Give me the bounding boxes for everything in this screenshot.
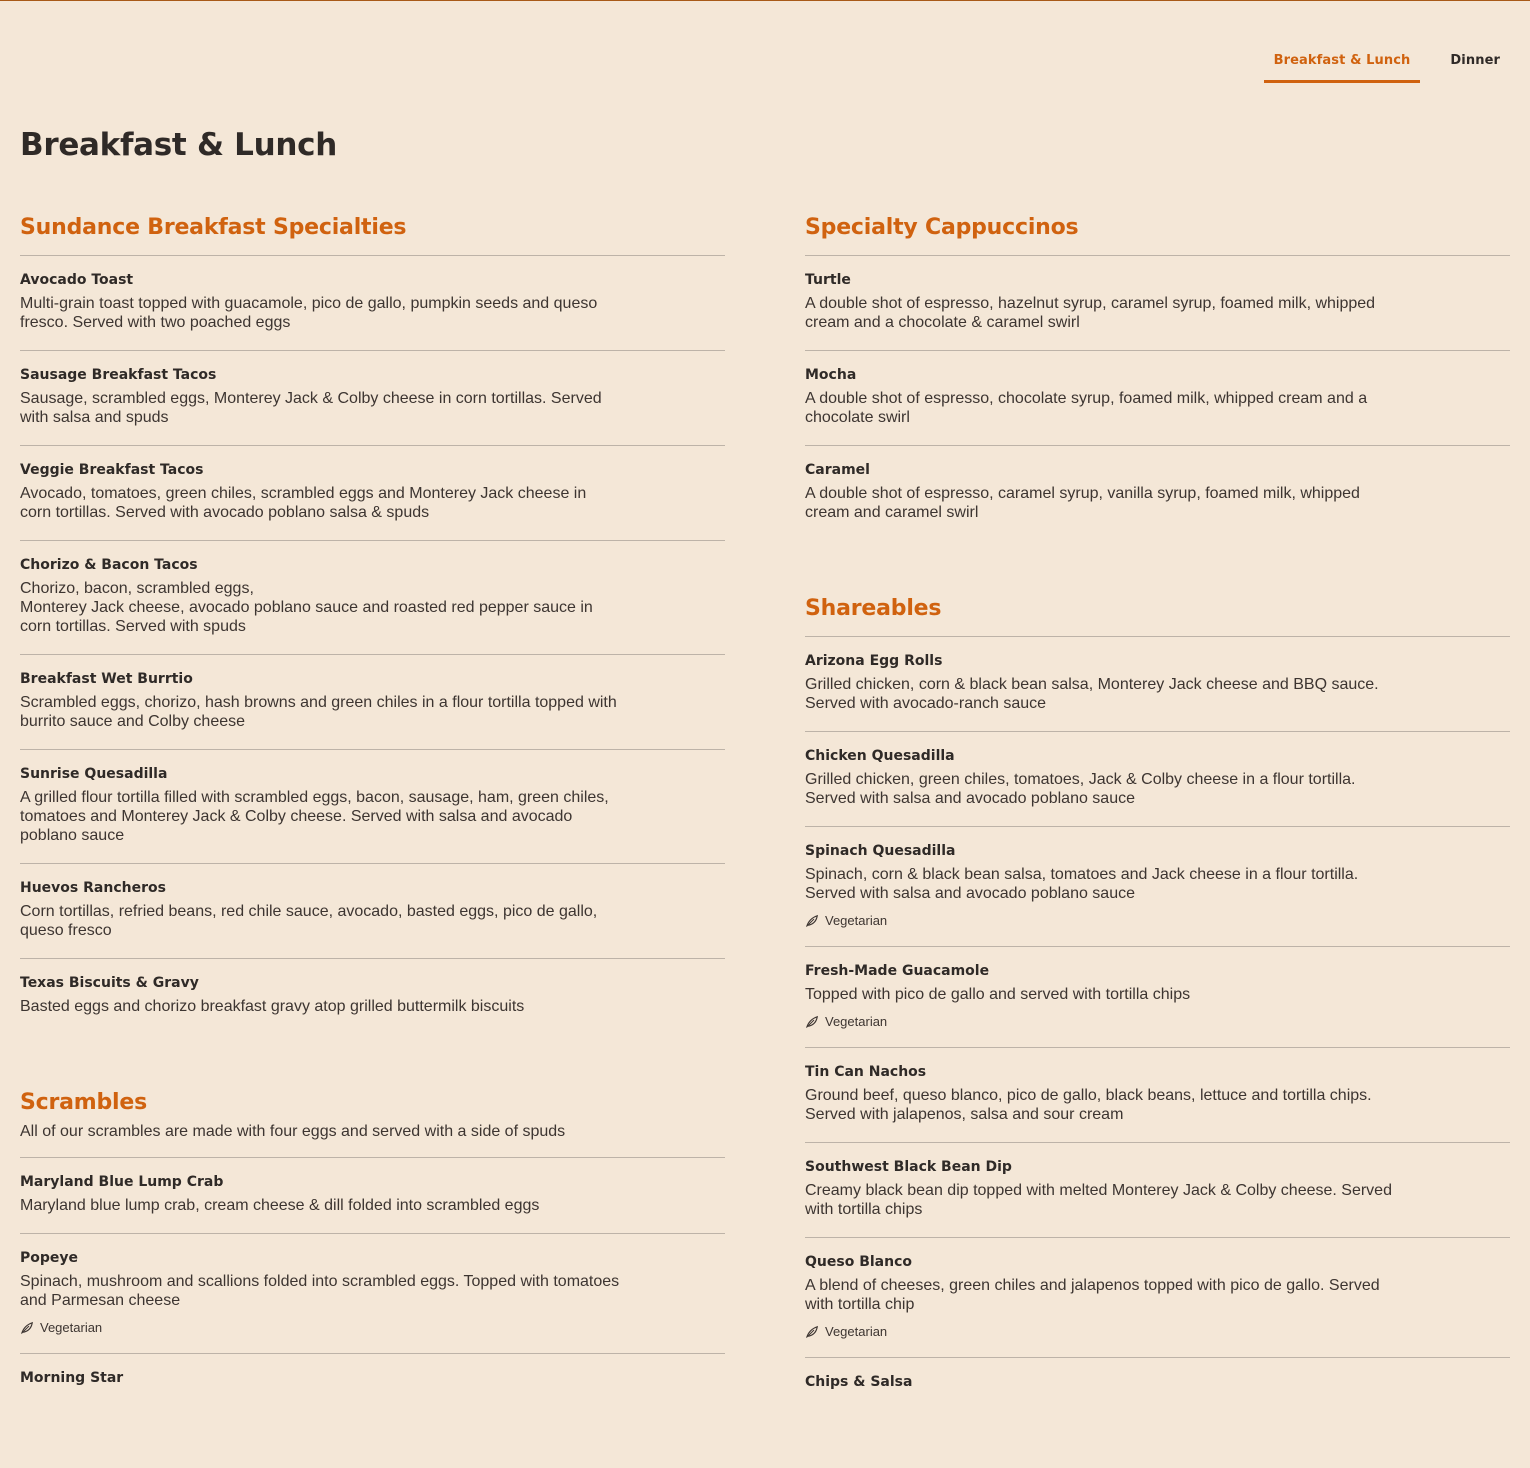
menu-section-specialty-cappuccinos [805,213,1510,540]
menu-item [20,750,725,864]
dietary-tag [805,913,1510,928]
menu-item [805,827,1510,947]
leaf-icon [805,1015,819,1029]
menu-item [805,256,1510,351]
section-title: Shareables [805,596,942,621]
menu-item [20,541,725,655]
right-column [805,213,1510,1468]
menu-item-name: Morning Star [20,1370,124,1386]
menu-item-description: A blend of cheeses, green chiles and jalapenos topped with pico de gallo. Served with tortilla chip [805,1277,1380,1313]
menu-item-description: Multi-grain toast topped with guacamole, pico de gallo, pumpkin seeds and queso fresco. Served with two poached eggs [20,295,598,331]
menu-item [20,655,725,750]
menu-item-description: Ground beef, queso blanco, pico de gallo, black beans, lettuce and tortilla chips. Served with jalapenos, salsa and sour cream [805,1087,1372,1123]
menu-item [805,732,1510,827]
menu-item-list [20,255,725,1034]
menu-item-name: Huevos Rancheros [20,880,166,896]
menu-item-description: Spinach, mushroom and scallions folded into scrambled eggs. Topped with tomatoes and Parmesan cheese [20,1273,620,1309]
menu-item [805,947,1510,1048]
menu-item-name: Chorizo & Bacon Tacos [20,557,198,573]
menu-item [805,1358,1510,1414]
section-title: Scrambles [20,1090,148,1115]
menu-item-name: Arizona Egg Rolls [805,653,943,669]
menu-item-name: Chicken Quesadilla [805,748,955,764]
menu-item [805,637,1510,732]
menu-item-description: Grilled chicken, green chiles, tomatoes, Jack & Colby cheese in a flour tortilla. Served with salsa and avocado poblano sauce [805,771,1356,807]
menu-item-description: A double shot of espresso, caramel syrup, vanilla syrup, foamed milk, whipped cream and caramel swirl [805,485,1360,521]
menu-item-name: Veggie Breakfast Tacos [20,462,204,478]
menu-item-description: Grilled chicken, corn & black bean salsa, Monterey Jack cheese and BBQ sauce. Served with avocado-ranch sauce [805,676,1379,712]
menu-item [20,256,725,351]
menu-item-description: A double shot of espresso, hazelnut syrup, caramel syrup, foamed milk, whipped cream and a chocolate & caramel swirl [805,295,1376,331]
menu-item-name: Tin Can Nachos [805,1064,927,1080]
menu-item-description: Scrambled eggs, chorizo, hash browns and green chiles in a flour tortilla topped with burrito sauce and Colby cheese [20,694,617,730]
menu-item [20,1354,725,1410]
menu-item [20,351,725,446]
menu-item [20,1234,725,1354]
menu-item-name: Caramel [805,462,870,478]
menu-item-name: Mocha [805,367,857,383]
menu-item-description: Chorizo, bacon, scrambled eggs, Monterey Jack cheese, avocado poblano sauce and roasted red pepper sauce in corn tortillas. Served with spuds [20,580,593,635]
leaf-icon [20,1321,34,1335]
menu-item-name: Southwest Black Bean Dip [805,1159,1012,1175]
menu-item [20,959,725,1034]
menu-item-list [20,1157,725,1410]
menu-item [20,1158,725,1234]
menu-item-name: Sausage Breakfast Tacos [20,367,217,383]
menu-item-name: Turtle [805,272,851,288]
menu-item [805,446,1510,540]
menu-item-name: Breakfast Wet Burrtio [20,671,193,687]
menu-item [805,351,1510,446]
menu-item [805,1238,1510,1358]
menu-item-name: Popeye [20,1250,79,1266]
menu-item-description: Sausage, scrambled eggs, Monterey Jack & Colby cheese in corn tortillas. Served with salsa and spuds [20,390,602,426]
menu-section-sundance-breakfast-specialties [20,213,725,1034]
menu-item-description: Creamy black bean dip topped with melted Monterey Jack & Colby cheese. Served with tortilla chips [805,1182,1392,1218]
menu-item-list [805,636,1510,1414]
menu-item-name: Sunrise Quesadilla [20,766,168,782]
leaf-icon [805,1325,819,1339]
menu-item-name: Spinach Quesadilla [805,843,956,859]
menu-item [20,864,725,959]
menu-section-scrambles [20,1088,725,1410]
menu-item-description: Maryland blue lump crab, cream cheese & dill folded into scrambled eggs [20,1197,540,1214]
dietary-tag-label: Vegetarian [825,1324,888,1339]
menu-item-name: Maryland Blue Lump Crab [20,1174,224,1190]
dietary-tag-label: Vegetarian [40,1320,103,1335]
menu-item-name: Chips & Salsa [805,1374,913,1390]
dietary-tag-label: Vegetarian [825,1014,888,1029]
section-title: Specialty Cappuccinos [805,215,1079,240]
dietary-tag [805,1014,1510,1029]
menu-item-name: Avocado Toast [20,272,134,288]
menu-item-name: Queso Blanco [805,1254,912,1270]
left-column [20,213,725,1464]
menu-item-description: A double shot of espresso, chocolate syrup, foamed milk, whipped cream and a chocolate swirl [805,390,1368,426]
section-note: All of our scrambles are made with four eggs and served with a side of spuds [20,1123,566,1140]
menu-item-description: Avocado, tomatoes, green chiles, scrambled eggs and Monterey Jack cheese in corn tortillas. Served with avocado poblano salsa & spuds [20,485,587,521]
menu-tabs [1244,43,1510,83]
menu-item-description: A grilled flour tortilla filled with scrambled eggs, bacon, sausage, ham, green chiles, tomatoes and Monterey Jack & Colby cheese. Served with salsa and avocado poblano sauce [20,789,609,844]
menu-item [20,446,725,541]
menu-item-list [805,255,1510,540]
tab-breakfast-lunch[interactable]: Breakfast & Lunch [1264,43,1421,83]
menu-item-name: Fresh-Made Guacamole [805,963,990,979]
tab-dinner[interactable]: Dinner [1450,53,1500,68]
menu-item-description: Topped with pico de gallo and served with tortilla chips [805,986,1191,1003]
menu-item-description: Spinach, corn & black bean salsa, tomatoes and Jack cheese in a flour tortilla. Served with salsa and avocado poblano sauce [805,866,1359,902]
menu-item [805,1143,1510,1238]
menu-section-shareables [805,594,1510,1414]
leaf-icon [805,914,819,928]
menu-item-description: Basted eggs and chorizo breakfast gravy atop grilled buttermilk biscuits [20,998,525,1015]
dietary-tag [20,1320,725,1335]
menu-item-name: Texas Biscuits & Gravy [20,975,199,991]
menu-item [805,1048,1510,1143]
dietary-tag-label: Vegetarian [825,913,888,928]
section-title: Sundance Breakfast Specialties [20,215,407,240]
menu-item-description: Corn tortillas, refried beans, red chile sauce, avocado, basted eggs, pico de gallo, queso fresco [20,903,598,939]
page-title: Breakfast & Lunch [20,127,338,163]
dietary-tag [805,1324,1510,1339]
